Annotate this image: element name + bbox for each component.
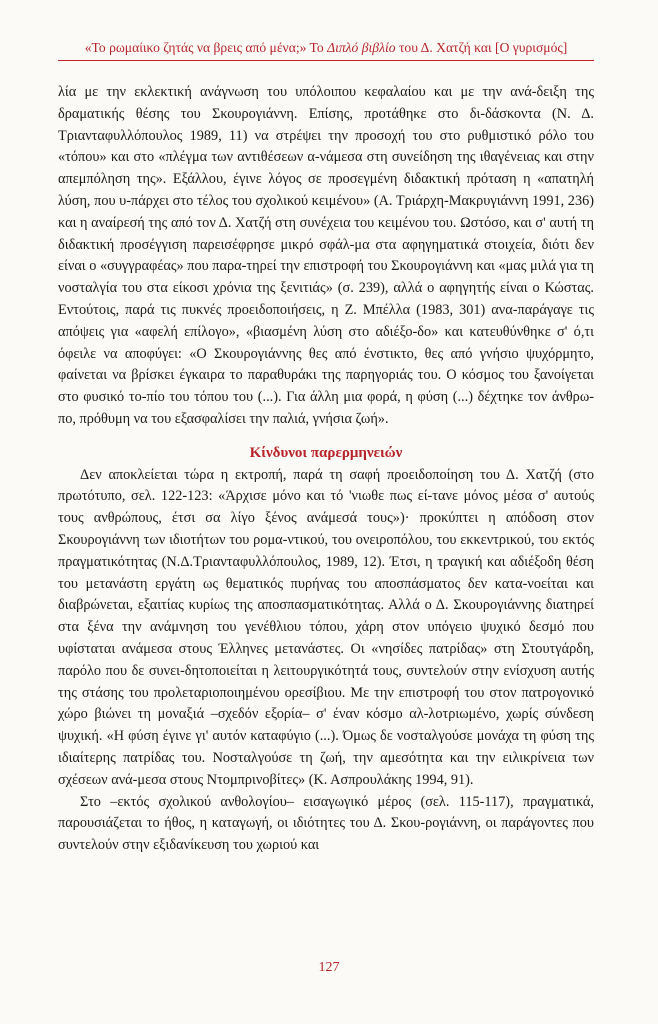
page-number: 127 [318,960,340,975]
paragraph: Δεν αποκλείεται τώρα η εκτροπή, παρά τη σαφή προειδοποίηση του Δ. Χατζή (στο πρωτότυπο, σελ. 122-123: «Άρχισε μόνο και τό 'νιωθε πως εί-τανε μόνος μέσα σ' αυτούς τους ανθρώπους, έτσι σα λίγο ξένος ανάμεσά τους»)· προκύπτει η απόδοση στον Σκουρογιάννη των ιδιοτήτων του ρομα-ντικού, του ονειροπόλου, του εκκεντρικού, του εκτός πραγματικότητας (Ν.Δ.Τριανταφυλλόπουλος, 1989, 12). Έτσι, η τραγική και αδιέξοδη θέση του μετανάστη εργάτη ως θεματικός πυρήνας του αποσπάσματος δεν κατα-νοείται και διαβρώνεται, εξαιτίας κυρίως της αποσπασματικότητας. Αλλά ο Δ. Σκουρογιάννης διατηρεί στα ξένα την ανάμνηση του γενέθλιου τόπου, χάρη στον υπόγειο ψυχικό δεσμό που υφίσταται ανάμεσα στους Έλληνες μετανάστες. Οι «νησίδες πατρίδας» στη Στουτγάρδη, παρόλο που δε συνει-δητοποιείται η λειτουργικότητά τους, συντελούν στην ενίσχυση αυτής της στάσης του προλεταριοποιημένου ορεσίβιου. Με την επιστροφή του στον πατρογονικό χώρο βιώνει τη μοναξιά –σχεδόν εξορία– σ' έναν κόσμο αλ-λοτριωμένο, χωρίς σύνδεση ψυχική. «Η φύση έγινε γι' αυτόν καταφύγιο (...). Όμως δε νοσταλγούσε μονάχα τη φύση της ιδιαίτερης πατρίδας του. Νοσταλγούσε τη ζωή, την αμεσότητα και την ειλικρίνεια των σχέσεων ανά-μεσα στους Ντομπρινοβίτες» (Κ. Ασπρουλάκης 1994, 91). [58,466,594,788]
running-head-part1: «Το ρωμαίικο ζητάς να βρεις από μένα;» Το [84,40,328,55]
running-head-book-title: Διπλό βιβλίο [327,40,396,55]
running-head-part3: του Δ. Χατζή και [Ο γυρισμός] [395,40,568,55]
running-head [58,40,594,56]
main-text [58,82,594,857]
section-title: Κίνδυνοι παρερμηνειών [249,444,403,461]
header-rule [58,60,594,61]
paragraph: λία με την εκλεκτική ανάγνωση του υπόλοιπου κεφαλαίου και με την ανά-δειξη της δραματικής θέσης του Σκουρογιάννη. Επίσης, προτάθηκε στο δι-δάσκοντα (Ν. Δ. Τριανταφυλλόπουλος 1989, 11) να στρέψει την προσοχή του στο ρυθμιστικό ρόλο του «τόπου» και στο «πλέγμα των αντιθέσεων α-νάμεσα στη συνείδηση της ιθαγένειας και στην απεμπόληση της». Εξάλλου, έγινε λόγος σε προσεγμένη διδακτική πρόταση η «απατηλή λύση, που υ-πάρχει στο τέλος του σχολικού κειμένου» (Α. Τριάρχη-Μακρυγιάννη 1991, 236) και η αναίρεσή της από τον Δ. Χατζή στη συνέχεια του κειμένου του. Ωστόσο, και σ' αυτή τη διδακτική προσέγγιση παρεισέφρησε μικρό σφάλ-μα στα αφηγηματικά στοιχεία, διότι δεν είναι ο «συγγραφέας» που παρα-τηρεί την επιστροφή του Σκουρογιάννη και «μας μιλά για τη νοσταλγία του στα είκοσι χρόνια της ξενιτιάς» (σ. 239), αλλά ο αφηγητής είναι ο Κώστας. Εντούτοις, παρά τις πυκνές προειδοποιήσεις, η Ζ. Μπέλλα (1983, 301) ανα-παράγαγε τις απόψεις για «αφελή επίλογο», «βιασμένη λύση στο αδιέξο-δο» και κατευθύνθηκε σ' ό,τι όφειλε να αποφύγει: «Ο Σκουρογιάννης θες από ένστικτο, θες από γνήσιο ψυχόρμητο, φαίνεται να βρίσκει έγκαιρα το παραθυράκι της παρηγοριάς του. Ο κόσμος του ξανοίγεται στο φυσικό το-πίο του τόπου του (...). Για άλλη μια φορά, η φύση (...) δέχτηκε τον άνθρω-πο, πρόθυμη να του εξασφαλίσει την παλιά, γνήσια ζωή». [58,84,594,427]
paragraph: Στο –εκτός σχολικού ανθολογίου– εισαγωγικό μέρος (σελ. 115-117), πραγματικά, παρουσιάζεται το ήθος, η καταγωγή, οι ιδιότητες του Δ. Σκου-ρογιάννη, οι παράγοντες που συντελούν στην εξιδανίκευση του χωριού και [58,793,594,854]
